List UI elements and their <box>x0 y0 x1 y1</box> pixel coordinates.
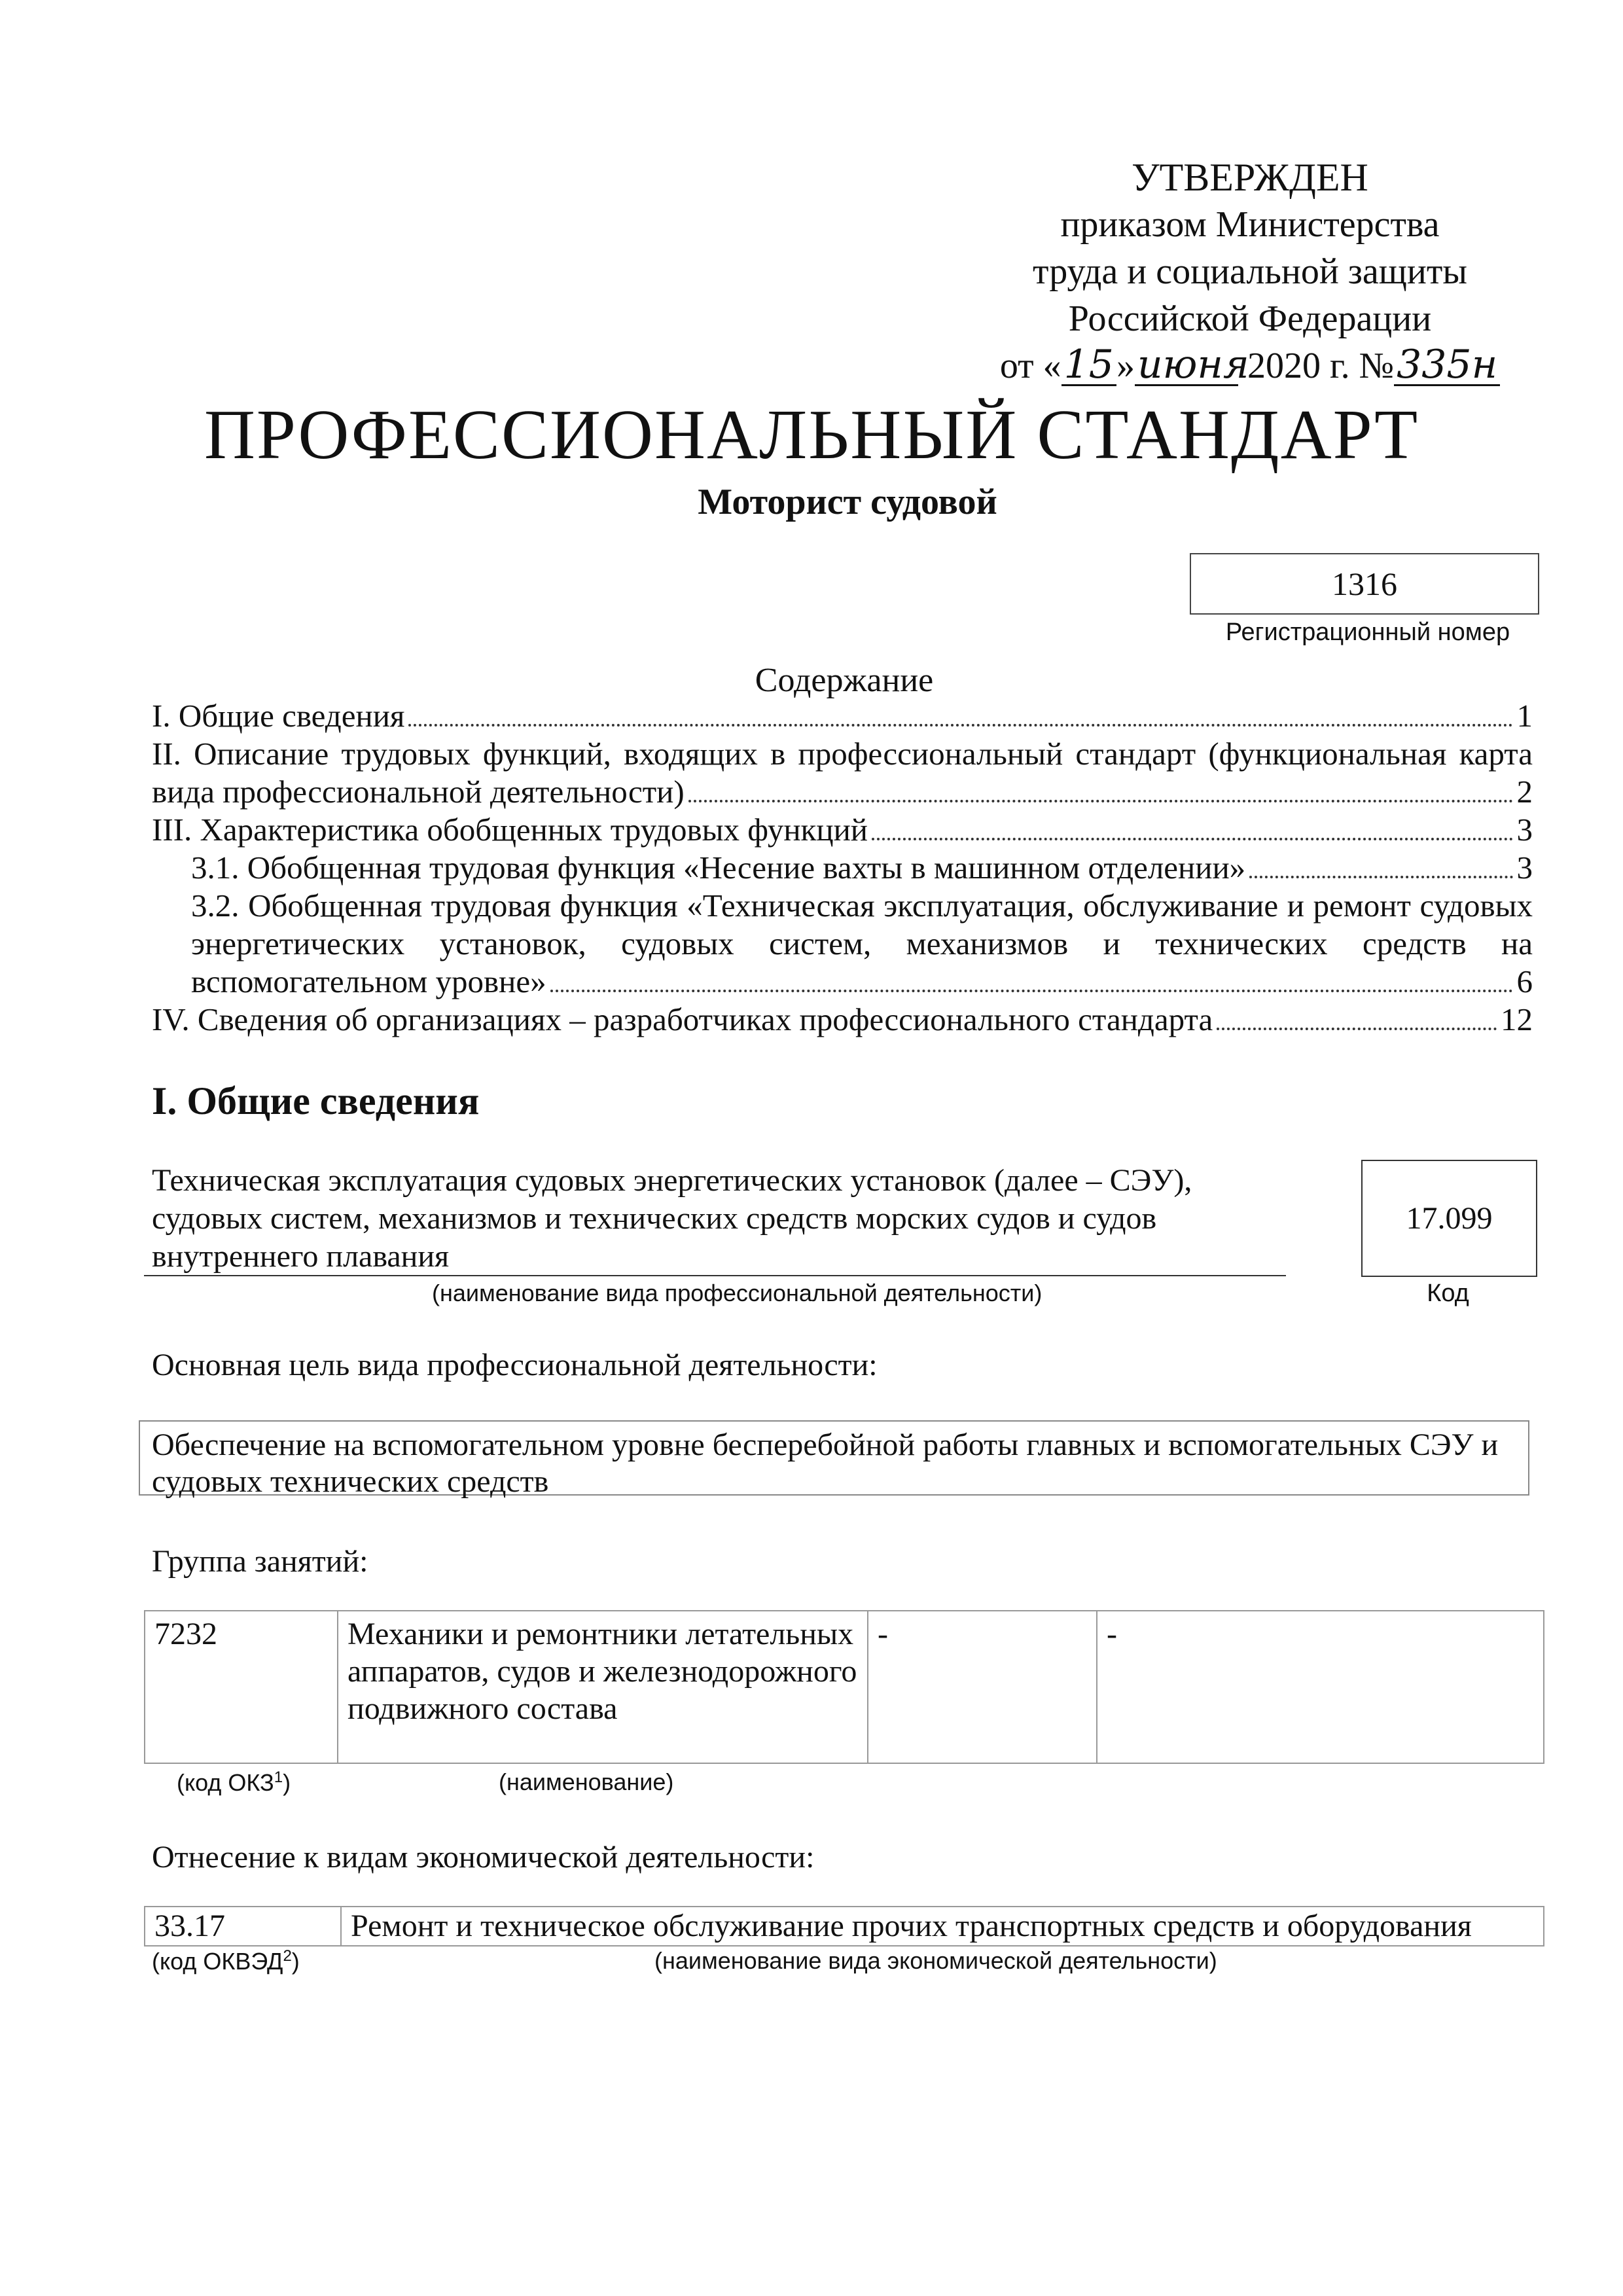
occupation-group-label: Группа занятий: <box>152 1544 368 1579</box>
activity-kind-caption: (наименование вида профессиональной деятельности) <box>432 1280 1043 1306</box>
goal-box: Обеспечение на вспомогательном уровне бесперебойной работы главных и вспомогательных СЭУ и судовых технических средств <box>139 1420 1529 1496</box>
toc-item-page: 3 <box>1516 812 1533 848</box>
toc-item[interactable] <box>152 697 1533 735</box>
toc-item-text-cont: вспомогательном уровне» <box>191 963 546 999</box>
toc-item-page: 6 <box>1516 963 1533 999</box>
table-row <box>145 1611 1544 1763</box>
handwritten-month: июня <box>1135 345 1238 386</box>
okved-table <box>144 1906 1544 1946</box>
toc-item-page: 2 <box>1516 774 1533 810</box>
toc-item[interactable] <box>152 735 1533 811</box>
toc-item-page: 1 <box>1516 698 1533 734</box>
activity-code-caption: Код <box>1427 1280 1469 1307</box>
toc-item-text: III. Характеристика обобщенных трудовых функций <box>152 812 868 848</box>
date-year: 2020 г. № <box>1247 346 1395 386</box>
approval-date-line <box>955 342 1544 389</box>
registration-number-box: 1316 <box>1190 553 1539 615</box>
okved-code-cell: 33.17 <box>145 1907 341 1946</box>
toc-item-text: IV. Сведения об организациях – разработчиках профессионального стандарта <box>152 1001 1213 1037</box>
toc-item-page: 3 <box>1516 850 1533 886</box>
registration-number-label: Регистрационный номер <box>1225 619 1510 646</box>
okz-name-cell: Механики и ремонтники летательных аппаратов, судов и железнодорожного подвижного состава <box>338 1611 868 1763</box>
approval-title: УТВЕРЖДЕН <box>1132 156 1368 199</box>
toc-item-page: 12 <box>1501 1001 1533 1037</box>
okz-name-caption: (наименование) <box>499 1768 674 1795</box>
page-title: ПРОФЕССИОНАЛЬНЫЙ СТАНДАРТ <box>204 396 1419 474</box>
toc-item[interactable] <box>152 811 1533 849</box>
contents-title: Содержание <box>755 662 934 699</box>
okz-code-cell-2: - <box>868 1611 1097 1763</box>
toc-item[interactable] <box>152 849 1533 887</box>
handwritten-order-number: 335н <box>1394 345 1500 386</box>
toc-item-text: I. Общие сведения <box>152 698 405 734</box>
economic-activity-label: Отнесение к видам экономической деятельности: <box>152 1840 815 1874</box>
activity-code-box: 17.099 <box>1361 1160 1537 1277</box>
toc-item[interactable] <box>152 887 1533 1001</box>
toc-item-text-cont: вида профессиональной деятельности) <box>152 774 685 810</box>
approval-block <box>955 154 1544 389</box>
activity-kind-text: Техническая эксплуатация судовых энергетических установок (далее – СЭУ), судовых систем, механизмов и технических средств морских судов и судов внутреннего плавания <box>152 1163 1192 1274</box>
okved-name-cell: Ремонт и техническое обслуживание прочих транспортных средств и оборудования <box>341 1907 1544 1946</box>
section-heading-general: I. Общие сведения <box>152 1079 480 1122</box>
toc-item-text: 3.1. Обобщенная трудовая функция «Несение вахты в машинном отделении» <box>191 850 1246 886</box>
okved-code-caption: (код ОКВЭД$^2$) <box>152 1947 300 1975</box>
date-prefix: от « <box>999 346 1061 386</box>
okz-code-caption: (код ОКЗ$^1$) <box>177 1768 291 1796</box>
occupation-group-table <box>144 1610 1544 1764</box>
toc-item-text: II. Описание трудовых функций, входящих в профессиональный стандарт (функциональная карта <box>152 736 1533 772</box>
approval-line-4: Российской Федерации <box>1068 298 1432 339</box>
activity-kind-underline <box>144 1275 1286 1276</box>
approval-line-2: приказом Министерства <box>1060 204 1440 245</box>
goal-label: Основная цель вида профессиональной деятельности: <box>152 1348 878 1382</box>
toc-item[interactable] <box>152 1001 1533 1039</box>
okved-name-caption: (наименование вида экономической деятельности) <box>654 1947 1217 1974</box>
date-mid: » <box>1116 346 1135 386</box>
toc-item-text: 3.2. Обобщенная трудовая функция «Техническая эксплуатация, обслуживание и ремонт судовых энергетических установок, судовых систем, механизмов и технических средств на <box>191 888 1533 961</box>
approval-line-3: труда и социальной защиты <box>1033 251 1467 292</box>
page-subtitle: Моторист судовой <box>698 482 997 522</box>
table-row <box>145 1907 1544 1946</box>
okz-code-cell: 7232 <box>145 1611 338 1763</box>
okz-name-cell-2: - <box>1097 1611 1544 1763</box>
table-of-contents <box>152 697 1533 1039</box>
handwritten-day: 15 <box>1061 345 1116 386</box>
